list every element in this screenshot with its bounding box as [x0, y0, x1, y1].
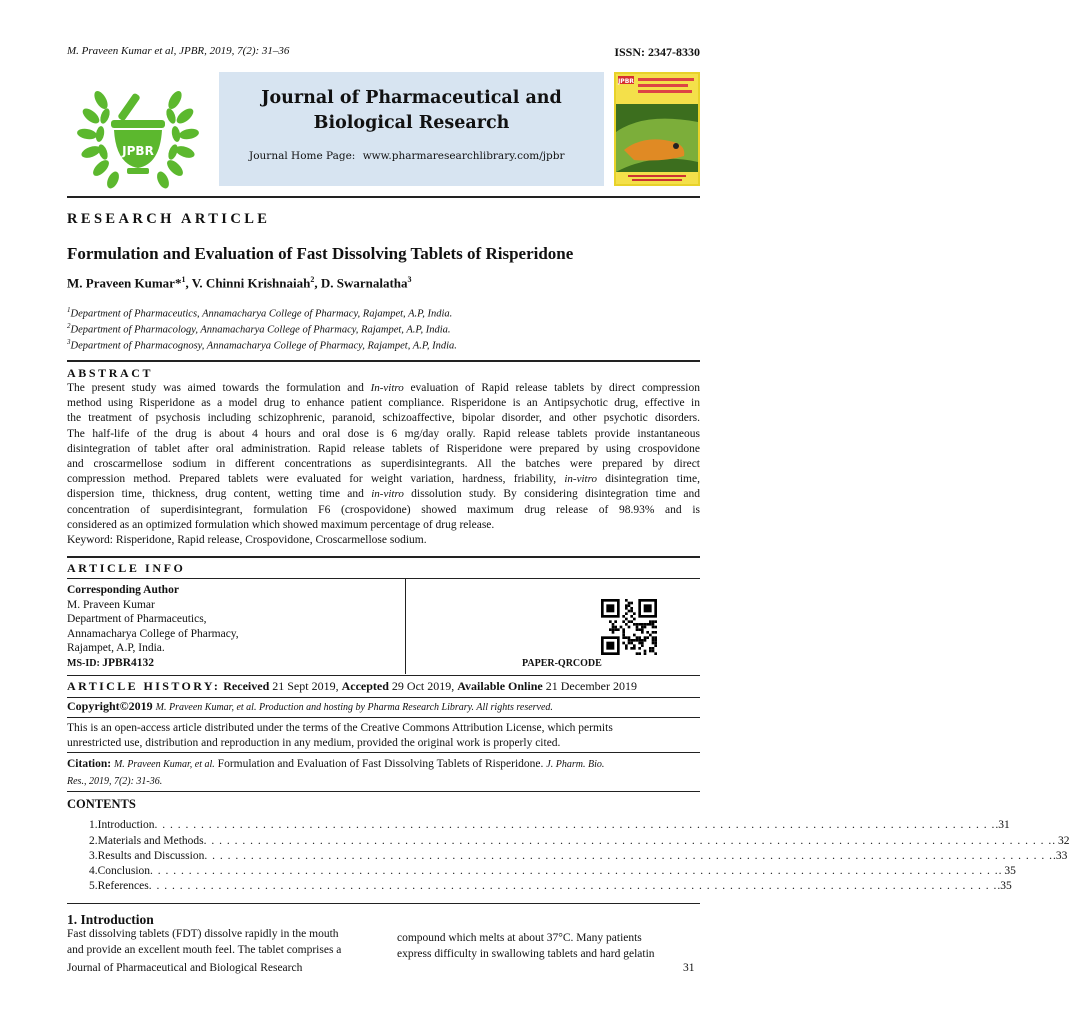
affiliation: $^2$Department of Pharmacology, Annamacharya College of Pharmacy, Rajampet, A.P, India.	[67, 322, 451, 336]
intro-left-column: Fast dissolving tablets (FDT) dissolve rapidly in the mouth and provide an excellent mouth feel. The tablet comprises a	[67, 928, 342, 956]
header-rule	[67, 196, 700, 198]
intro-right-column: compound which melts at about 37°C. Many patients express difficulty in swallowing tablets and hard gelatin	[397, 932, 655, 960]
author: V. Chinni Krishnaiah	[191, 275, 311, 291]
abstract-line: dispersion time, thickness, drug content, wetting time and in-vitro dissolution study. By considering disintegration time and	[67, 488, 701, 501]
keywords: Keyword: Risperidone, Rapid release, Crospovidone, Croscarmellose sodium.	[67, 534, 427, 547]
history-rule	[67, 675, 700, 676]
page-number: 31	[683, 962, 695, 974]
article-info-box	[67, 579, 700, 674]
toc-item-results[interactable]: 3. Results and Discussion . . . . . . . . . . . . . . . . . . . . . . . . . . . . . . . . . . . . . . . . . . . . . . . . . . . . . . . . . . . . . . . . . . . . . . . . . . . . . . . . . . . . . . . . . . . . . . . . . . . . . . . . . . . . . . .33	[89, 850, 1068, 862]
toc-item-introduction[interactable]: 1. Introduction . . . . . . . . . . . . . . . . . . . . . . . . . . . . . . . . . . . . . . . . . . . . . . . . . . . . . . . . . . . . . . . . . . . . . . . . . . . . . . . . . . . . . . . . . . . . . . . . . . . . . . . . . . . . . .31	[89, 819, 1010, 831]
intro-rule	[67, 903, 700, 904]
abstract-body	[67, 381, 700, 548]
copyright-rule	[67, 697, 700, 698]
copyright: Copyright©2019 M. Praveen Kumar, et al. Production and hosting by Pharma Research Library. All rights reserved.	[67, 699, 553, 713]
info-divider	[405, 579, 406, 674]
affiliation: $^1$Department of Pharmaceutics, Annamacharya College of Pharmacy, Rajampet, A.P, India.	[67, 306, 453, 320]
citation-rule	[67, 752, 700, 753]
corr-heading: Corresponding Author	[67, 584, 179, 596]
citation: Citation: M. Praveen Kumar, et al. Formulation and Evaluation of Fast Dissolving Tablets of Risperidone. J. Pharm. Bio. Res., 2019, 7(2): 31-36.	[67, 758, 605, 787]
abstract-line: method using Risperidone as a model drug to enhance patient compliance. Risperidone is an Antipsychotic drug, effective in	[67, 397, 700, 410]
corresponding-author: Corresponding Author M. Praveen Kumar Department of Pharmaceutics, Annamacharya College of Pharmacy, Rajampet, A.P, India. MS-ID: JPBR4132	[67, 583, 239, 672]
jpbr-logo	[67, 72, 209, 198]
abstract-text	[67, 381, 700, 533]
issn: ISSN: 2347-8330	[614, 45, 700, 59]
running-header	[67, 45, 700, 61]
abstract-line: The present study was aimed towards the formulation and In-vitro evaluation of Rapid release tablets by direct compression	[67, 382, 700, 394]
author: M. Praveen Kumar*	[67, 275, 182, 291]
article-type: RESEARCH ARTICLE	[67, 211, 271, 227]
running-citation: M. Praveen Kumar et al, JPBR, 2019, 7(2): 31–36	[67, 45, 290, 57]
toc-item-references[interactable]: 5. References . . . . . . . . . . . . . . . . . . . . . . . . . . . . . . . . . . . . . . . . . . . . . . . . . . . . . . . . . . . . . . . . . . . . . . . . . . . . . . . . . . . . . . . . . . . . . . . . . . . . . . . . . . . . . . .35	[89, 880, 1012, 892]
license-rule	[67, 717, 700, 718]
affiliation: $^3$Department of Pharmacognosy, Annamacharya College of Pharmacy, Rajampet, A.P, India.	[67, 338, 457, 352]
toc-item-conclusion[interactable]: 4. Conclusion . . . . . . . . . . . . . . . . . . . . . . . . . . . . . . . . . . . . . . . . . . . . . . . . . . . . . . . . . . . . . . . . . . . . . . . . . . . . . . . . . . . . . . . . . . . . . . . . . . . . . . . . . . . . . . . 35	[89, 865, 1016, 877]
abstract-line: The half-life of the drug is about 4 hours and oral dose is 6 mg/day orally. Rapid release tablets provide instantaneous	[67, 427, 700, 440]
journal-cover-image	[614, 72, 700, 186]
abstract-line: and croscarmellose sodium in different concentrations as superdisintegrants. All the batches were prepared by direct	[67, 458, 700, 471]
journal-title: Journal of Pharmaceutical and Biological Research	[261, 88, 562, 133]
home-label: Journal Home Page:	[249, 150, 356, 162]
info-rule	[67, 556, 700, 558]
logo-text: JPBR	[122, 144, 154, 158]
abstract-line: considered as an optimized formulation which showed maximum percentage of drug release.	[67, 518, 495, 531]
license-text: This is an open-access article distributed under the terms of the Creative Commons Attribution License, which permits unrestricted use, distribution and reproduction in any medium, provided the original work is properly cited.	[67, 722, 613, 749]
contents-rule	[67, 791, 700, 792]
article-info-heading: ARTICLE INFO	[67, 561, 186, 575]
journal-banner	[219, 72, 604, 186]
abstract-line: compression method. Prepared tablets were evaluated for weight variation, hardness, friability, in-vitro disintegration time,	[67, 473, 700, 486]
home-url-link[interactable]: www.pharmaresearchlibrary.com/jpbr	[362, 150, 565, 162]
svg-text:JPBR: JPBR	[618, 78, 634, 85]
section-heading: 1. Introduction	[67, 912, 154, 927]
abstract-line: concentration of superdisintegrant, formulation F6 (crospovidone) showed maximum drug release of 98.93% and is	[67, 503, 700, 516]
article-title: Formulation and Evaluation of Fast Dissolving Tablets of Risperidone	[67, 244, 574, 263]
toc-item-materials[interactable]: 2. Materials and Methods . . . . . . . . . . . . . . . . . . . . . . . . . . . . . . . . . . . . . . . . . . . . . . . . . . . . . . . . . . . . . . . . . . . . . . . . . . . . . . . . . . . . . . . . . . . . . . . . . . . . . . . . . . . . . . . 32	[89, 835, 1070, 847]
author-list: M. Praveen Kumar*$^1$, V. Chinni Krishnaiah$^2$, D. Swarnalatha$^3$	[67, 275, 412, 291]
contents-heading: CONTENTS	[67, 797, 136, 811]
qr-code[interactable]	[601, 599, 657, 655]
abstract-line: the treatment of psychosis including schizophrenic, paranoid, schizoaffective, bipolar disorder, and other psychotic disorders.	[67, 412, 700, 425]
qr-label: PAPER-QRCODE	[522, 658, 602, 669]
footer-journal: Journal of Pharmaceutical and Biological Research	[67, 962, 303, 974]
abstract-rule	[67, 360, 700, 362]
journal-home	[249, 150, 565, 162]
abstract-line: disintegration of tablet after oral administration. Rapid release tablets of Risperidone were prepared by using crospovidone	[67, 442, 700, 455]
author: D. Swarnalatha	[320, 275, 408, 291]
abstract-heading: ABSTRACT	[67, 366, 154, 380]
ms-id: MS-ID: JPBR4132	[67, 656, 155, 669]
article-history: ARTICLE HISTORY: Received 21 Sept 2019, Accepted 29 Oct 2019, Available Online 21 December 2019	[67, 679, 638, 693]
